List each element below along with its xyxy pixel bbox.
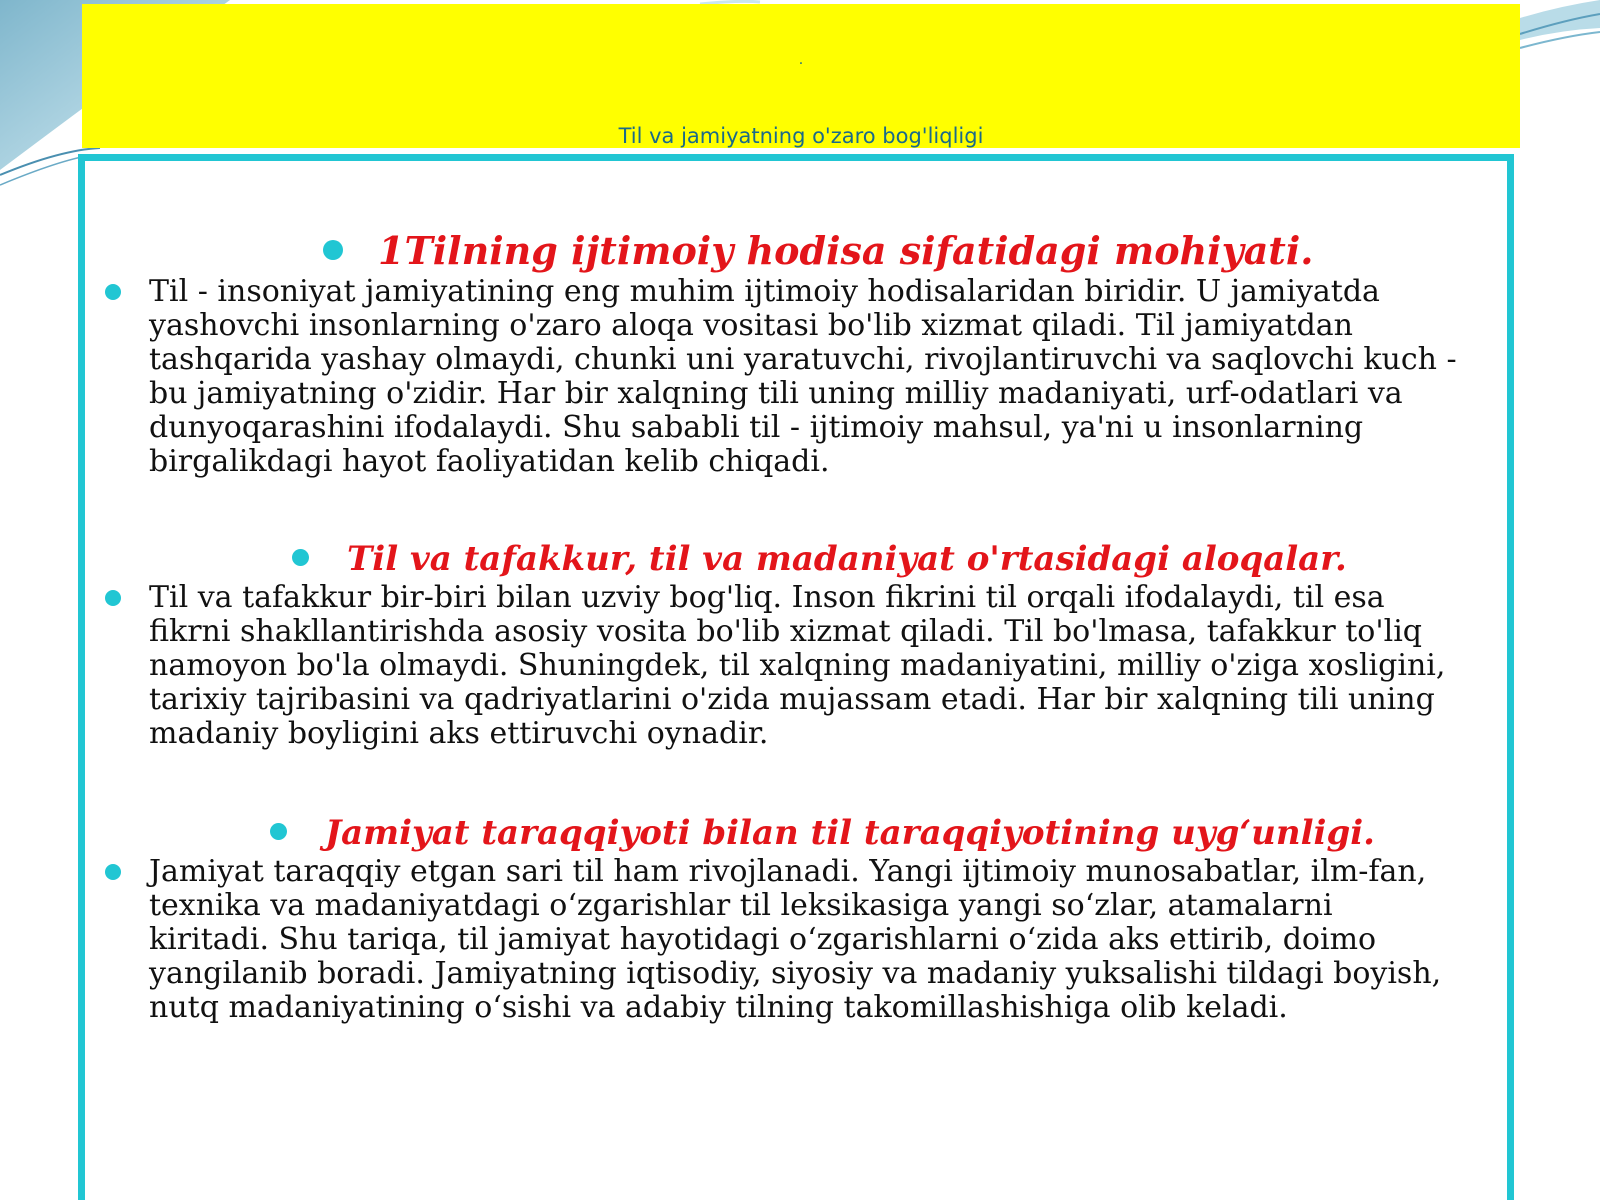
section-2 — [85, 537, 1507, 751]
paragraph-bullet-icon — [105, 284, 121, 300]
slide-header-band — [82, 4, 1520, 148]
section-paragraph — [149, 581, 1457, 751]
section-heading-text: 1Tilning ijtimoiy hodisa sifatidagi mohiyati. — [378, 228, 1314, 273]
slide-title: Til va jamiyatning o'zaro bog'liqligi — [618, 124, 984, 148]
heading-bullet-icon — [270, 823, 287, 840]
section-paragraph — [149, 855, 1457, 1025]
header-mark: . — [798, 52, 804, 68]
paragraph-bullet-icon — [105, 864, 121, 880]
section-paragraph — [149, 275, 1457, 479]
section-1 — [85, 227, 1507, 479]
heading-bullet-icon — [292, 549, 309, 566]
section-paragraph-text: Til va tafakkur bir-biri bilan uzviy bog'liq. Inson fikrini til orqali ifodalaydi, til esa fikrni shakllantirishda asosiy vosita bo'lib xizmat qiladi. Til bo'lmasa, tafakkur to'liq namoyon bo'la olmaydi. Shuningdek, til xalqning madaniyatini, milliy o'ziga xosligini, tarixiy tajribasini va qadriyatlarini o'zida mujassam etadi. Har bir xalqning tili uning madaniy boyligini aks ettiruvchi oynadir. — [149, 580, 1446, 751]
section-heading — [347, 537, 1507, 581]
section-paragraph-text: Jamiyat taraqqiy etgan sari til ham rivojlanadi. Yangi ijtimoiy munosabatlar, ilm-fan, texnika va madaniyatdagi o‘zgarishlar til leksikasiga yangi so‘zlar, atamalarni kiritadi. Shu tariqa, til jamiyat hayotidagi o‘zgarishlarni o‘zida aks ettirib, doimo yangilanib boradi. Jamiyatning iqtisodiy, siyosiy va madaniy yuksalishi tildagi boyish, nutq madaniyatining o‘sishi va adabiy tilning takomillashishiga olib keladi. — [149, 854, 1442, 1025]
content-frame — [78, 154, 1514, 1200]
section-heading — [378, 227, 1507, 275]
section-heading-text: Til va tafakkur, til va madaniyat o'rtasidagi aloqalar. — [347, 539, 1347, 579]
section-heading — [325, 811, 1507, 855]
section-heading-text: Jamiyat taraqqiyoti bilan til taraqqiyotining uyg‘unligi. — [325, 813, 1375, 853]
heading-bullet-icon — [323, 240, 343, 260]
section-3 — [85, 811, 1507, 1025]
section-paragraph-text: Til - insoniyat jamiyatining eng muhim ijtimoiy hodisalaridan biridir. U jamiyatda yashovchi insonlarning o'zaro aloqa vositasi bo'lib xizmat qiladi. Til jamiyatdan tashqarida yashay olmaydi, chunki uni yaratuvchi, rivojlantiruvchi va saqlovchi kuch - bu jamiyatning o'zidir. Har bir xalqning tili uning milliy madaniyati, urf-odatlari va dunyoqarashini ifodalaydi. Shu sababli til - ijtimoiy mahsul, ya'ni u insonlarning birgalikdagi hayot faoliyatidan kelib chiqadi. — [149, 274, 1457, 479]
paragraph-bullet-icon — [105, 590, 121, 606]
